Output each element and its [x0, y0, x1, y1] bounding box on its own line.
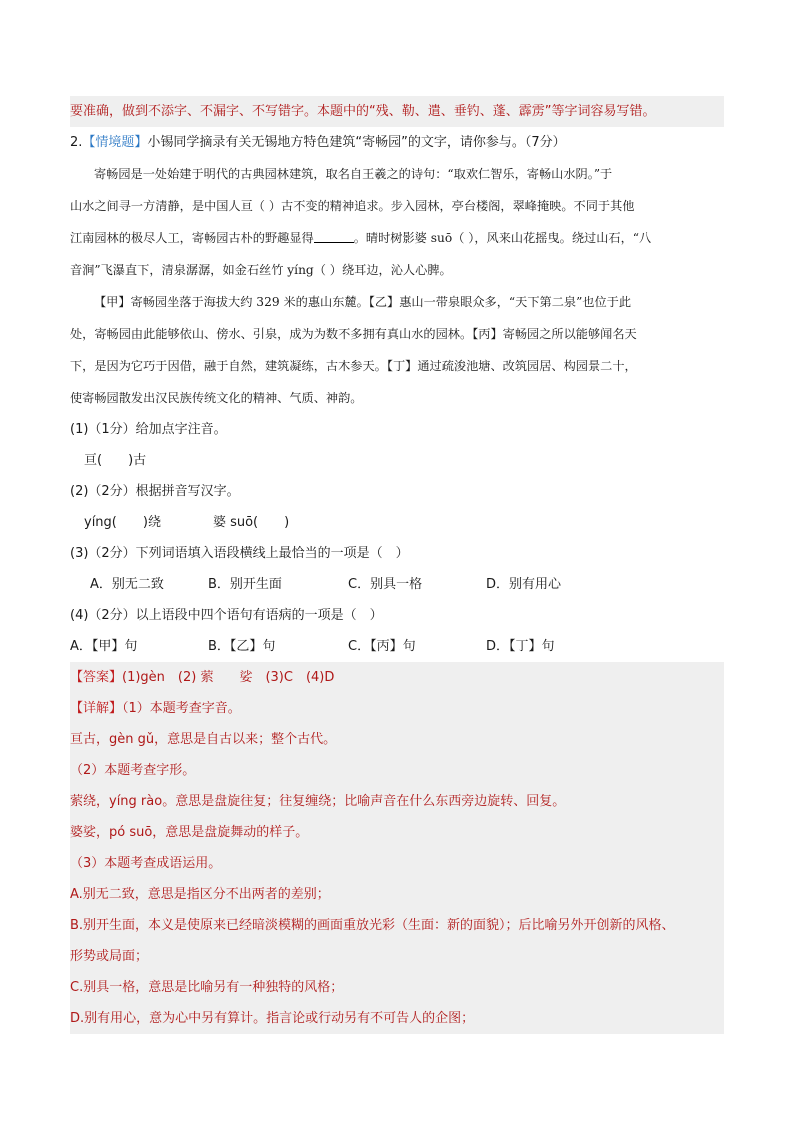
- sub1-stem: (1)（1分）给加点字注音。: [70, 422, 227, 437]
- explain-line: （3）本题考查成语运用。: [70, 848, 724, 879]
- fill-blank: [314, 228, 354, 243]
- sub3-options: [70, 569, 724, 600]
- top-note: 要准确，做到不添字、不漏字、不写错字。本题中的“残、勒、遣、垂钓、蓬、霹雳”等字词容易写错。: [70, 96, 724, 127]
- answer-text: (1)gèn (2) 萦 娑 (3)C (4)D: [122, 670, 335, 685]
- option-b: B．别开生面: [208, 577, 282, 592]
- sub2-stem: (2)（2分）根据拼音写汉字。: [70, 484, 240, 499]
- passage-line: 处，寄畅园由此能够依山、傍水、引泉，成为为数不多拥有真山水的园林。【丙】寄畅园之所以能够闻名天: [70, 327, 637, 341]
- explain-line: 萦绕，yíng rào。意思是盘旋往复；往复缠绕；比喻声音在什么东西旁边旋转、回复。: [70, 786, 724, 817]
- document-page: [70, 96, 724, 1034]
- passage: [70, 158, 724, 414]
- answer-tag: 【答案】: [70, 670, 123, 685]
- scenario-tag: 【情境题】: [82, 135, 148, 150]
- passage-line: 下，是因为它巧于因借，融于自然，建筑凝练，古木参天。【丁】通过疏浚池塘、改筑园居、构园景二十，: [70, 359, 637, 373]
- sub3-stem: (3)（2分）下列词语填入语段横线上最恰当的一项是（ ）: [70, 546, 409, 561]
- passage-line: 音涧”飞瀑直下，清泉潺潺，如金石丝竹 yíng（ ）绕耳边，沁人心脾。: [70, 263, 452, 277]
- option-a: A．别无二致: [90, 577, 164, 592]
- passage-line: 山水之间寻一方清静，是中国人亘（ ）古不变的精神追求。步入园林，亭台楼阁，翠峰掩映。不同于其他: [70, 199, 635, 213]
- explain-line: A.别无二致，意思是指区分不出两者的差别；: [70, 879, 724, 910]
- explain-line: 婆娑，pó suō，意思是盘旋舞动的样子。: [70, 817, 724, 848]
- explain-line: （2）本题考查字形。: [70, 755, 724, 786]
- question-text: 小锡同学摘录有关无锡地方特色建筑“寄畅园”的文字，请你参与。（7分）: [147, 135, 566, 150]
- explain-line: 亘古，gèn gǔ，意思是自古以来；整个古代。: [70, 724, 724, 755]
- option-a: A．【甲】句: [70, 639, 138, 654]
- question-stem: [70, 127, 724, 158]
- passage-line: 【甲】寄畅园坐落于海拔大约 329 米的惠山东麓。【乙】惠山一带泉眼众多，“天下第二泉”也位于此: [94, 295, 632, 309]
- option-d: D．别有用心: [486, 577, 562, 592]
- sub4-stem: (4)（2分）以上语段中四个语句有语病的一项是（ ）: [70, 608, 383, 623]
- sub4-options: [70, 631, 724, 662]
- option-b: B．【乙】句: [208, 639, 276, 654]
- answer-line: [70, 662, 724, 693]
- passage-line: 寄畅园是一处始建于明代的古典园林建筑，取名自王羲之的诗句：“取欢仁智乐，寄畅山水阴。”于: [94, 167, 613, 181]
- option-c: C．【丙】句: [348, 639, 416, 654]
- explain-tag: 【详解】: [70, 701, 123, 716]
- option-d: D．【丁】句: [486, 639, 555, 654]
- explain-line: 形势或局面；: [70, 941, 724, 972]
- explain-line: B.别开生面，本义是使原来已经暗淡模糊的画面重放光彩（生面：新的面貌）；后比喻另外开创新的风格、: [70, 910, 724, 941]
- sub1-item: 亘( )古: [84, 453, 147, 468]
- question-number: 2.: [70, 135, 83, 150]
- explain-line: 【详解】（1）本题考查字音。: [70, 693, 724, 724]
- passage-line: 使寄畅园散发出汉民族传统文化的精神、气质、神韵。: [70, 391, 363, 405]
- passage-line: 江南园林的极尽人工，寄畅园古朴的野趣显得 。晴时树影婆 suō（ ），风来山花摇曳。绕过山石，“八: [70, 222, 724, 254]
- explain-line: C.别具一格，意思是比喻另有一种独特的风格；: [70, 972, 724, 1003]
- option-c: C．别具一格: [348, 577, 423, 592]
- explain-line: D.别有用心，意为心中另有算计。指言论或行动另有不可告人的企图；: [70, 1003, 724, 1034]
- sub2-items: yíng( )绕 婆 suō( ): [84, 515, 290, 530]
